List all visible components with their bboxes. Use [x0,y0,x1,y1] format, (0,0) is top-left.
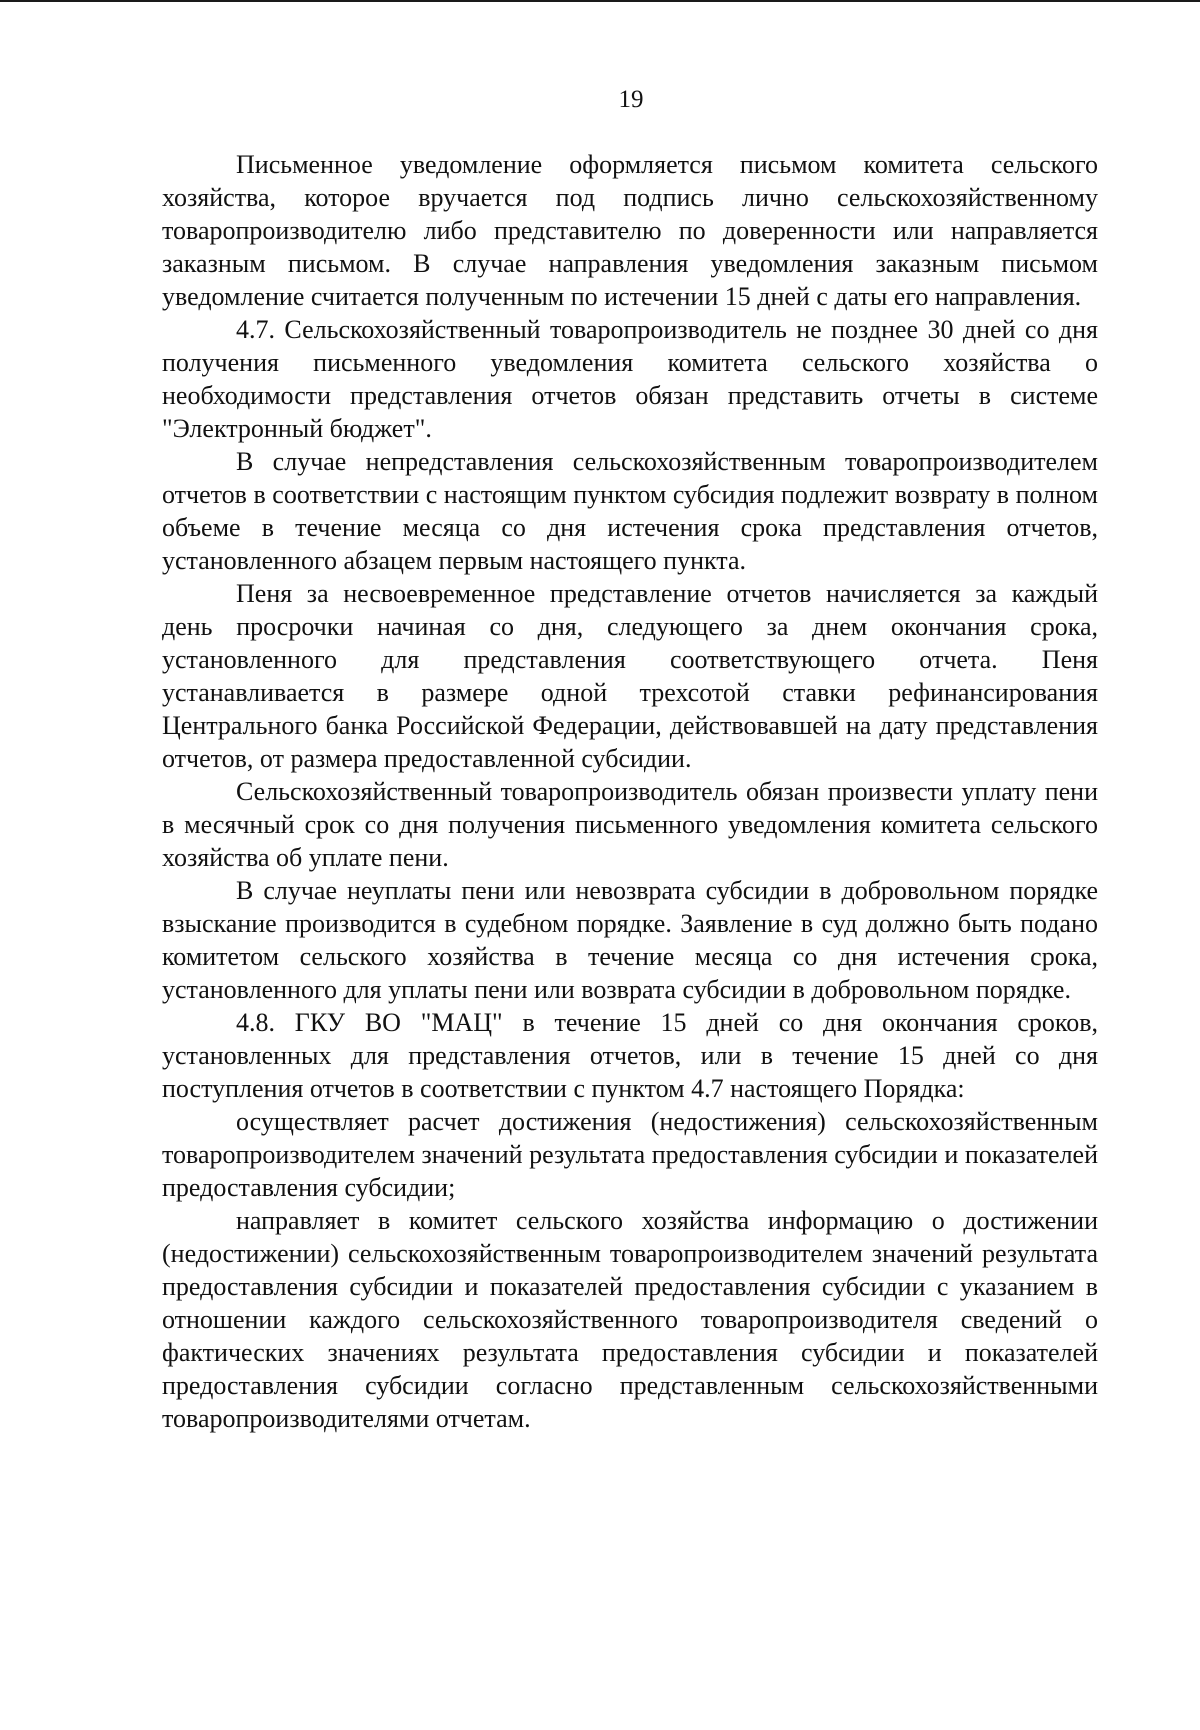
paragraph-penalty-payment: Сельскохозяйственный товаропроизводитель обязан произвести уплату пени в месячный срок со дня получения письменного уведомления комитета сельского хозяйства об уплате пени. [162,777,1098,872]
scan-top-edge [0,0,1200,2]
document-body [162,148,1098,1435]
paragraph-4-7-reports-deadline: 4.7. Сельскохозяйственный товаропроизводитель не позднее 30 дней со дня получения письменного уведомления комитета сельского хозяйства о необходимости представления отчетов обязан представить отчеты в системе "Электронный бюджет". [162,315,1098,443]
paragraph-penalty-accrual: Пеня за несвоевременное представление отчетов начисляется за каждый день просрочки начиная со дня, следующего за днем окончания срока, установленного для представления соответствующего отчета. Пеня устанавливается в размере одной трехсотой ставки рефинансирования Центрального банка Российской Федерации, действовавшей на дату представления отчетов, от размера предоставленной субсидии. [162,579,1098,773]
paragraph-court-recovery: В случае неуплаты пени или невозврата субсидии в добровольном порядке взыскание производится в судебном порядке. Заявление в суд должно быть подано комитетом сельского хозяйства в течение месяца со дня истечения срока, установленного для уплаты пени или возврата субсидии в добровольном порядке. [162,876,1098,1004]
paragraph-information-transfer: направляет в комитет сельского хозяйства информацию о достижении (недостижении) сельскохозяйственным товаропроизводителем значений результата предоставления субсидии и показателей предоставления субсидии с указанием в отношении каждого сельскохозяйственного товаропроизводителя сведений о фактических значениях результата предоставления субсидии и показателей предоставления субсидии согласно представленным сельскохозяйственными товаропроизводителями отчетам. [162,1206,1098,1433]
paragraph-calculation: осуществляет расчет достижения (недостижения) сельскохозяйственным товаропроизводителем значений результата предоставления субсидии и показателей предоставления субсидии; [162,1107,1098,1202]
page-number: 19 [618,86,644,113]
paragraph-subsidy-return: В случае непредставления сельскохозяйственным товаропроизводителем отчетов в соответствии с настоящим пунктом субсидия подлежит возврату в полном объеме в течение месяца со дня истечения срока представления отчетов, установленного абзацем первым настоящего пункта. [162,447,1098,575]
paragraph-notification-delivery: Письменное уведомление оформляется письмом комитета сельского хозяйства, которое вручается под подпись лично сельскохозяйственному товаропроизводителю либо представителю по доверенности или направляется заказным письмом. В случае направления уведомления заказным письмом уведомление считается полученным по истечении 15 дней с даты его направления. [162,150,1098,311]
paragraph-4-8-mac-duties: 4.8. ГКУ ВО "МАЦ" в течение 15 дней со дня окончания сроков, установленных для представления отчетов, или в течение 15 дней со дня поступления отчетов в соответствии с пунктом 4.7 настоящего Порядка: [162,1008,1098,1103]
